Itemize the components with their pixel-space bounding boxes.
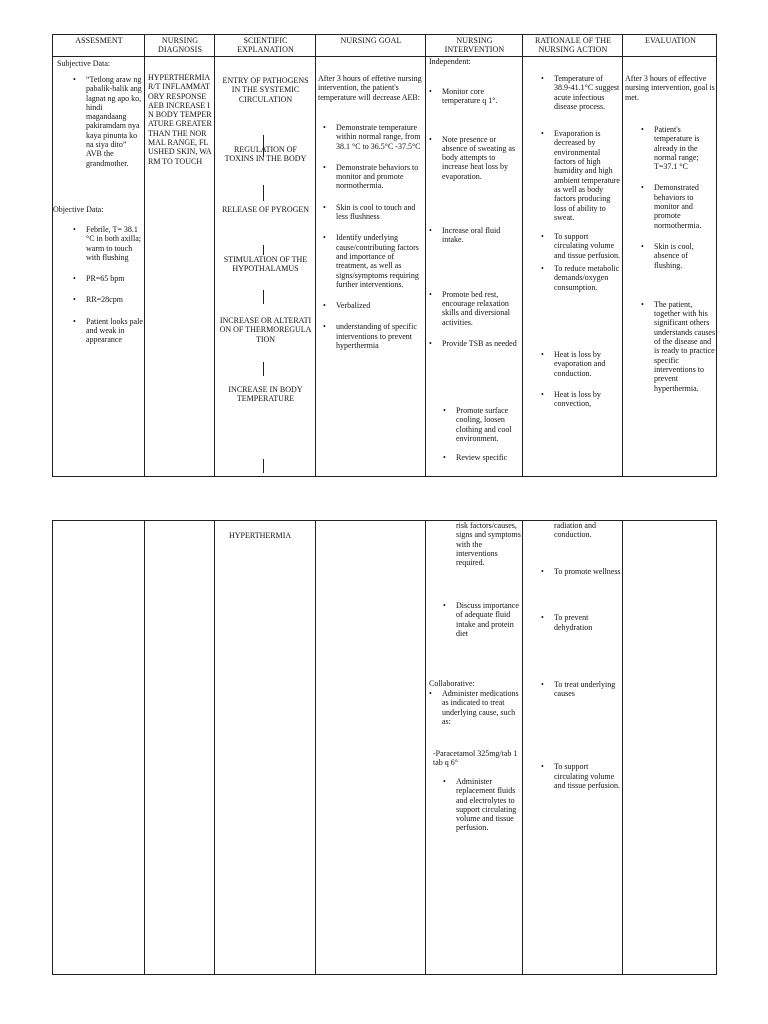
column-evaluation xyxy=(623,521,718,974)
flow-step-increase-temp: INCREASE IN BODY TEMPERATURE xyxy=(228,385,303,404)
flow-step-regulation: REGULATION OF TOXINS IN THE BODY xyxy=(224,145,307,164)
objective-item: • PR=65 bpm xyxy=(86,274,143,283)
intervention-list xyxy=(442,87,522,348)
column-intervention xyxy=(426,521,523,974)
intervention-list-2 xyxy=(456,601,522,638)
collaborative-list-2 xyxy=(456,777,522,833)
objective-item: • RR=28cpm xyxy=(86,295,143,304)
goal-item: • Identify underlying cause/contributing factors and importance of treatment, as well as signs/symptoms requiring further interventions. xyxy=(336,233,422,289)
header-explanation: SCIENTIFIC EXPLANATION xyxy=(237,36,294,54)
column-goal xyxy=(316,521,426,974)
intervention-item: • Provide TSB as needed xyxy=(442,339,522,348)
flow-final-hyperthermia: HYPERTHERMIA xyxy=(229,531,292,540)
goal-intro: After 3 hours of effetive nursing intervention, the patient's temperature will decrease AEB: xyxy=(318,74,422,102)
intervention-continued: risk factors/causes, signs and symptoms with the interventions required. xyxy=(456,521,521,568)
flow-arrow xyxy=(263,245,264,255)
independent-label: Independent: xyxy=(429,57,471,66)
care-plan-table-page-2 xyxy=(52,520,717,975)
goal-item: • Verbalized xyxy=(336,301,422,310)
column-diagnosis xyxy=(145,521,215,974)
goal-item: • Skin is cool to touch and less flushness xyxy=(336,203,422,222)
rationale-item: • To promote wellness xyxy=(554,567,621,576)
rationale-item: • To prevent dehydration xyxy=(554,613,621,632)
flow-step-pyrogen: RELEASE OF PYROGEN xyxy=(221,205,310,214)
header-evaluation: EVALUATION xyxy=(644,36,697,45)
collaborative-item: • Administer replacement fluids and electrolytes to support circulating volume and tissue perfusion. xyxy=(456,777,522,833)
evaluation-item: • Skin is cool, absence of flushing. xyxy=(654,242,716,270)
intervention-sub-item: • Review specific xyxy=(456,453,522,462)
intervention-item: • Discuss importance of adequate fluid intake and protein diet xyxy=(456,601,522,638)
goal-item: • Demonstrate behaviors to monitor and promote normothermia. xyxy=(336,163,422,191)
rationale-item: • To treat underlying causes xyxy=(554,680,621,699)
subjective-list xyxy=(86,75,142,168)
goal-item: • understanding of specific interventions to prevent hyperthermia xyxy=(336,322,422,350)
objective-item: • Febrile, T= 38.1 °C in both axilla; warm to touch with flushing xyxy=(86,225,143,262)
intervention-item: • Increase oral fluid intake. xyxy=(442,226,522,245)
collaborative-list xyxy=(442,689,522,726)
rationale-list-2 xyxy=(554,567,621,790)
flow-step-thermoregulation: INCREASE OR ALTERATION OF THERMOREGULATION xyxy=(219,316,312,344)
rationale-item: • Heat is loss by convection, xyxy=(554,390,621,409)
collaborative-item: • Administer medications as indicated to treat underlying cause, such as: xyxy=(442,689,522,726)
care-plan-table-page-1 xyxy=(52,34,717,477)
evaluation-list xyxy=(654,125,716,393)
flow-step-hypothalamus: STIMULATION OF THE HYPOTHALAMUS xyxy=(223,255,308,274)
subjective-label: Subjective Data: xyxy=(57,59,111,68)
collaborative-label: Collaborative: xyxy=(429,679,475,688)
flow-arrow xyxy=(263,290,264,304)
rationale-item: • To support circulating volume and tissue perfusion. xyxy=(554,232,621,260)
diagnosis-text: HYPERTHERMIA R/T INFLAMMATORY RESPONSE AEB INCREASE IN BODY TEMPERATURE GREATER THAN THE NORMAL RANGE, FLUSHED SKIN, WARM TO TOUCH xyxy=(148,73,212,166)
rationale-continued: radiation and conduction. xyxy=(554,521,596,540)
header-rationale: RATIONALE OF THE NURSING ACTION xyxy=(534,36,612,54)
evaluation-intro: After 3 hours of effective nursing intervention, goal is met. xyxy=(625,74,715,102)
rationale-list xyxy=(554,74,621,408)
header-intervention: NURSING INTERVENTION xyxy=(444,36,505,54)
subjective-quote: • “Tetlong araw ng pabalik-balik ang lagnat ng apo ko, hindi magandaang pakiramdam nya kaya pinunta ko na siya dito” AVB the grandmother. xyxy=(86,75,142,168)
evaluation-item: • Patient's temperature is already in the normal range; T=37.1 °C xyxy=(654,125,716,171)
header-assessment: ASSESMENT xyxy=(75,36,123,45)
intervention-sub-item: • Promote surface cooling, loosen clothing and cool environment. xyxy=(456,406,522,443)
rationale-item: • Temperature of 38.9-41.1°C suggest acute infectious disease process. xyxy=(554,74,621,111)
rationale-item: • To support circulating volume and tissue perfusion. xyxy=(554,762,621,790)
header-divider xyxy=(53,56,716,57)
flow-arrow xyxy=(263,459,264,473)
evaluation-item: • Demonstrated behaviors to monitor and promote normothermia. xyxy=(654,183,716,229)
column-explanation xyxy=(215,521,316,974)
flow-arrow xyxy=(263,362,264,376)
flow-step-entry: ENTRY OF PATHOGENS IN THE SYSTEMIC CIRCULATION xyxy=(222,76,309,104)
rationale-item: • To reduce metabolic demands/oxygen consumption. xyxy=(554,264,621,292)
header-diagnosis: NURSING DIAGNOSIS xyxy=(157,36,202,54)
objective-label: Objective Data: xyxy=(53,205,104,214)
objective-item: • Patient looks pale and weak in appearance xyxy=(86,317,143,345)
evaluation-item: • The patient, together with his significant others understands causes of the disease and is ready to practice specific interventions to prevent hyperthermia. xyxy=(654,300,716,393)
flow-arrow xyxy=(263,185,264,201)
intervention-item: • Monitor core temperature q 1°. xyxy=(442,87,522,106)
rationale-item: • Evaporation is decreased by environmental factors of high humidity and high ambient temperature as well as body factors producing loss of ability to sweat. xyxy=(554,129,621,222)
goal-list xyxy=(336,123,422,350)
intervention-sub-list xyxy=(456,406,522,462)
intervention-item: • Note presence or absence of sweating as body attempts to increase heat loss by evaporation. xyxy=(442,135,522,181)
medication-line: -Paracetamol 325mg/tab 1 tab q 6° xyxy=(433,749,518,768)
goal-item: • Demonstrate temperature within normal range, from 38.1 °C to 36.5°C -37.5°C xyxy=(336,123,422,151)
header-goal: NURSING GOAL xyxy=(340,36,402,45)
column-assessment xyxy=(53,521,145,974)
objective-list xyxy=(86,225,143,345)
intervention-item: • Promote bed rest, encourage relaxation skills and diversional activities. xyxy=(442,290,522,327)
rationale-item: • Heat is loss by evaporation and conduction. xyxy=(554,350,621,378)
